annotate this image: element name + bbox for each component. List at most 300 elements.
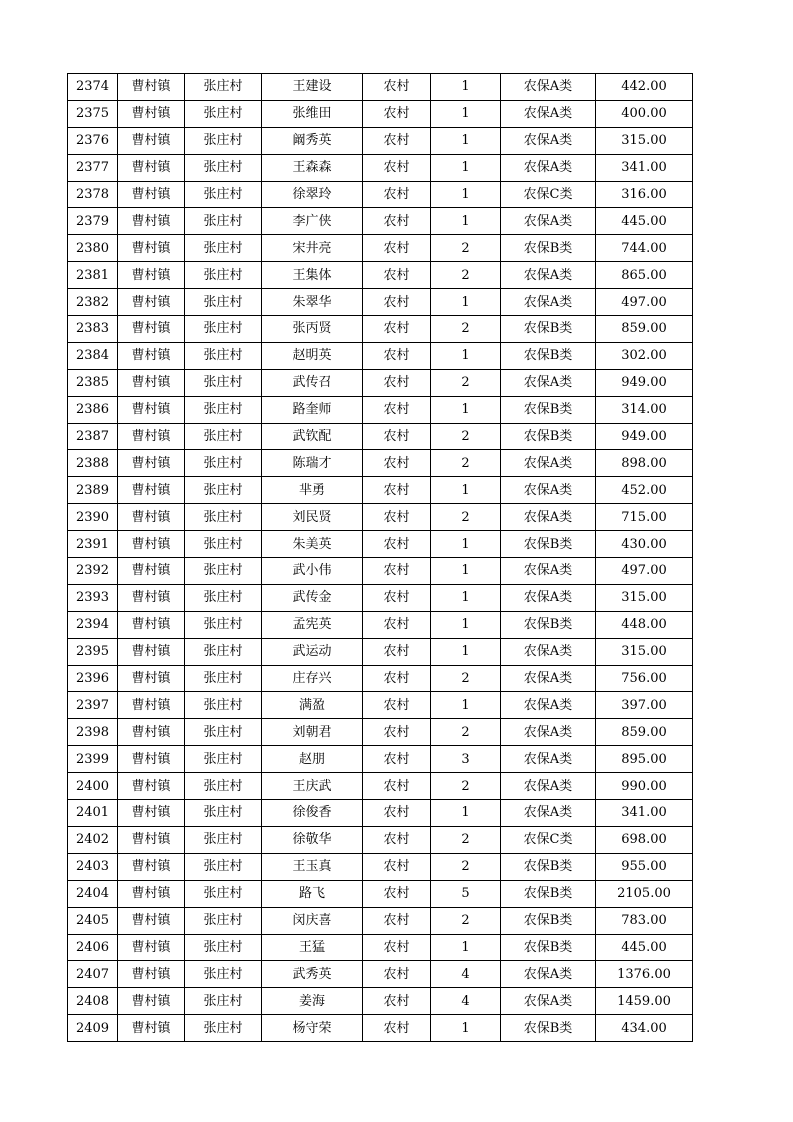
village-cell: 张庄村 (185, 450, 262, 477)
insurance-category-cell: 农保A类 (501, 719, 596, 746)
name-cell: 朱美英 (262, 531, 363, 558)
area-type-cell: 农村 (363, 369, 431, 396)
village-cell: 张庄村 (185, 531, 262, 558)
village-cell: 张庄村 (185, 262, 262, 289)
amount-cell: 448.00 (596, 611, 693, 638)
table-row (68, 127, 693, 154)
insurance-category-cell: 农保A类 (501, 369, 596, 396)
village-cell: 张庄村 (185, 74, 262, 101)
row-number: 2374 (68, 74, 118, 101)
row-number: 2397 (68, 692, 118, 719)
table-row (68, 181, 693, 208)
insurance-category-cell: 农保B类 (501, 853, 596, 880)
amount-cell: 302.00 (596, 342, 693, 369)
town-cell: 曹村镇 (118, 235, 185, 262)
area-type-cell: 农村 (363, 907, 431, 934)
insurance-category-cell: 农保A类 (501, 450, 596, 477)
table-row (68, 1015, 693, 1042)
area-type-cell: 农村 (363, 773, 431, 800)
name-cell: 赵明英 (262, 342, 363, 369)
name-cell: 杨守荣 (262, 1015, 363, 1042)
amount-cell: 442.00 (596, 74, 693, 101)
name-cell: 王猛 (262, 934, 363, 961)
amount-cell: 2105.00 (596, 880, 693, 907)
table-row (68, 342, 693, 369)
household-count-cell: 1 (431, 638, 501, 665)
area-type-cell: 农村 (363, 289, 431, 316)
amount-cell: 452.00 (596, 477, 693, 504)
town-cell: 曹村镇 (118, 907, 185, 934)
amount-cell: 698.00 (596, 826, 693, 853)
insurance-category-cell: 农保A类 (501, 208, 596, 235)
town-cell: 曹村镇 (118, 450, 185, 477)
amount-cell: 895.00 (596, 746, 693, 773)
name-cell: 王森森 (262, 154, 363, 181)
row-number: 2385 (68, 369, 118, 396)
row-number: 2382 (68, 289, 118, 316)
town-cell: 曹村镇 (118, 531, 185, 558)
town-cell: 曹村镇 (118, 800, 185, 827)
table-row (68, 665, 693, 692)
name-cell: 张丙贤 (262, 316, 363, 343)
insurance-category-cell: 农保B类 (501, 907, 596, 934)
village-cell: 张庄村 (185, 719, 262, 746)
village-cell: 张庄村 (185, 369, 262, 396)
row-number: 2383 (68, 316, 118, 343)
insurance-category-cell: 农保A类 (501, 692, 596, 719)
area-type-cell: 农村 (363, 262, 431, 289)
village-cell: 张庄村 (185, 988, 262, 1015)
amount-cell: 315.00 (596, 127, 693, 154)
household-count-cell: 1 (431, 1015, 501, 1042)
name-cell: 徐翠玲 (262, 181, 363, 208)
household-count-cell: 1 (431, 531, 501, 558)
table-row (68, 369, 693, 396)
area-type-cell: 农村 (363, 531, 431, 558)
town-cell: 曹村镇 (118, 369, 185, 396)
amount-cell: 314.00 (596, 396, 693, 423)
area-type-cell: 农村 (363, 154, 431, 181)
table-row (68, 746, 693, 773)
row-number: 2405 (68, 907, 118, 934)
table-row (68, 907, 693, 934)
household-count-cell: 2 (431, 316, 501, 343)
row-number: 2375 (68, 100, 118, 127)
town-cell: 曹村镇 (118, 988, 185, 1015)
village-cell: 张庄村 (185, 342, 262, 369)
area-type-cell: 农村 (363, 665, 431, 692)
name-cell: 王集体 (262, 262, 363, 289)
row-number: 2401 (68, 800, 118, 827)
table-row (68, 531, 693, 558)
beneficiary-table (67, 73, 693, 1042)
household-count-cell: 1 (431, 477, 501, 504)
insurance-category-cell: 农保A类 (501, 773, 596, 800)
town-cell: 曹村镇 (118, 611, 185, 638)
name-cell: 陈瑞才 (262, 450, 363, 477)
household-count-cell: 1 (431, 342, 501, 369)
insurance-category-cell: 农保B类 (501, 934, 596, 961)
table-row (68, 100, 693, 127)
table-row (68, 154, 693, 181)
table-row (68, 262, 693, 289)
village-cell: 张庄村 (185, 907, 262, 934)
insurance-category-cell: 农保A类 (501, 988, 596, 1015)
household-count-cell: 4 (431, 961, 501, 988)
village-cell: 张庄村 (185, 423, 262, 450)
village-cell: 张庄村 (185, 746, 262, 773)
name-cell: 李广侠 (262, 208, 363, 235)
table-row (68, 584, 693, 611)
name-cell: 刘朝君 (262, 719, 363, 746)
table-row (68, 880, 693, 907)
insurance-category-cell: 农保A类 (501, 262, 596, 289)
insurance-category-cell: 农保B类 (501, 316, 596, 343)
area-type-cell: 农村 (363, 342, 431, 369)
amount-cell: 397.00 (596, 692, 693, 719)
amount-cell: 400.00 (596, 100, 693, 127)
name-cell: 徐俊香 (262, 800, 363, 827)
name-cell: 阚秀英 (262, 127, 363, 154)
area-type-cell: 农村 (363, 74, 431, 101)
insurance-category-cell: 农保A类 (501, 504, 596, 531)
village-cell: 张庄村 (185, 665, 262, 692)
insurance-category-cell: 农保B类 (501, 531, 596, 558)
village-cell: 张庄村 (185, 316, 262, 343)
row-number: 2386 (68, 396, 118, 423)
amount-cell: 316.00 (596, 181, 693, 208)
area-type-cell: 农村 (363, 961, 431, 988)
name-cell: 徐敬华 (262, 826, 363, 853)
name-cell: 武传召 (262, 369, 363, 396)
area-type-cell: 农村 (363, 719, 431, 746)
village-cell: 张庄村 (185, 934, 262, 961)
area-type-cell: 农村 (363, 181, 431, 208)
table-row (68, 719, 693, 746)
village-cell: 张庄村 (185, 504, 262, 531)
row-number: 2408 (68, 988, 118, 1015)
town-cell: 曹村镇 (118, 961, 185, 988)
area-type-cell: 农村 (363, 316, 431, 343)
insurance-category-cell: 农保A类 (501, 961, 596, 988)
village-cell: 张庄村 (185, 235, 262, 262)
household-count-cell: 1 (431, 74, 501, 101)
insurance-category-cell: 农保A类 (501, 127, 596, 154)
row-number: 2381 (68, 262, 118, 289)
town-cell: 曹村镇 (118, 154, 185, 181)
town-cell: 曹村镇 (118, 638, 185, 665)
household-count-cell: 2 (431, 907, 501, 934)
insurance-category-cell: 农保A类 (501, 558, 596, 585)
household-count-cell: 2 (431, 719, 501, 746)
town-cell: 曹村镇 (118, 584, 185, 611)
row-number: 2391 (68, 531, 118, 558)
table-row (68, 826, 693, 853)
amount-cell: 315.00 (596, 638, 693, 665)
name-cell: 宋井亮 (262, 235, 363, 262)
insurance-category-cell: 农保B类 (501, 235, 596, 262)
table-row (68, 423, 693, 450)
household-count-cell: 1 (431, 692, 501, 719)
table-row (68, 934, 693, 961)
area-type-cell: 农村 (363, 746, 431, 773)
amount-cell: 783.00 (596, 907, 693, 934)
insurance-category-cell: 农保A类 (501, 746, 596, 773)
village-cell: 张庄村 (185, 477, 262, 504)
table-row (68, 853, 693, 880)
area-type-cell: 农村 (363, 423, 431, 450)
row-number: 2376 (68, 127, 118, 154)
area-type-cell: 农村 (363, 477, 431, 504)
name-cell: 刘民贤 (262, 504, 363, 531)
insurance-category-cell: 农保B类 (501, 423, 596, 450)
table-row (68, 396, 693, 423)
row-number: 2389 (68, 477, 118, 504)
town-cell: 曹村镇 (118, 773, 185, 800)
row-number: 2388 (68, 450, 118, 477)
area-type-cell: 农村 (363, 127, 431, 154)
insurance-category-cell: 农保A类 (501, 638, 596, 665)
household-count-cell: 2 (431, 504, 501, 531)
household-count-cell: 2 (431, 853, 501, 880)
household-count-cell: 2 (431, 369, 501, 396)
insurance-category-cell: 农保A类 (501, 665, 596, 692)
insurance-category-cell: 农保A类 (501, 800, 596, 827)
table-row (68, 800, 693, 827)
insurance-category-cell: 农保B类 (501, 396, 596, 423)
row-number: 2380 (68, 235, 118, 262)
household-count-cell: 1 (431, 181, 501, 208)
village-cell: 张庄村 (185, 181, 262, 208)
amount-cell: 434.00 (596, 1015, 693, 1042)
town-cell: 曹村镇 (118, 826, 185, 853)
row-number: 2403 (68, 853, 118, 880)
row-number: 2406 (68, 934, 118, 961)
village-cell: 张庄村 (185, 853, 262, 880)
table-row (68, 450, 693, 477)
town-cell: 曹村镇 (118, 665, 185, 692)
household-count-cell: 2 (431, 235, 501, 262)
town-cell: 曹村镇 (118, 396, 185, 423)
village-cell: 张庄村 (185, 880, 262, 907)
insurance-category-cell: 农保A类 (501, 584, 596, 611)
row-number: 2379 (68, 208, 118, 235)
area-type-cell: 农村 (363, 558, 431, 585)
name-cell: 芈勇 (262, 477, 363, 504)
household-count-cell: 1 (431, 584, 501, 611)
household-count-cell: 1 (431, 154, 501, 181)
name-cell: 张维田 (262, 100, 363, 127)
village-cell: 张庄村 (185, 289, 262, 316)
row-number: 2387 (68, 423, 118, 450)
village-cell: 张庄村 (185, 396, 262, 423)
name-cell: 赵朋 (262, 746, 363, 773)
row-number: 2390 (68, 504, 118, 531)
amount-cell: 955.00 (596, 853, 693, 880)
amount-cell: 865.00 (596, 262, 693, 289)
name-cell: 朱翠华 (262, 289, 363, 316)
town-cell: 曹村镇 (118, 1015, 185, 1042)
area-type-cell: 农村 (363, 504, 431, 531)
amount-cell: 859.00 (596, 316, 693, 343)
insurance-category-cell: 农保A类 (501, 100, 596, 127)
town-cell: 曹村镇 (118, 208, 185, 235)
insurance-category-cell: 农保B类 (501, 880, 596, 907)
town-cell: 曹村镇 (118, 181, 185, 208)
amount-cell: 744.00 (596, 235, 693, 262)
amount-cell: 497.00 (596, 558, 693, 585)
town-cell: 曹村镇 (118, 692, 185, 719)
town-cell: 曹村镇 (118, 74, 185, 101)
table-row (68, 235, 693, 262)
row-number: 2398 (68, 719, 118, 746)
household-count-cell: 2 (431, 423, 501, 450)
row-number: 2394 (68, 611, 118, 638)
table-row (68, 773, 693, 800)
name-cell: 庄存兴 (262, 665, 363, 692)
row-number: 2384 (68, 342, 118, 369)
table-row (68, 74, 693, 101)
table-row (68, 289, 693, 316)
town-cell: 曹村镇 (118, 262, 185, 289)
household-count-cell: 5 (431, 880, 501, 907)
name-cell: 孟宪英 (262, 611, 363, 638)
name-cell: 路奎师 (262, 396, 363, 423)
town-cell: 曹村镇 (118, 504, 185, 531)
amount-cell: 315.00 (596, 584, 693, 611)
amount-cell: 445.00 (596, 208, 693, 235)
town-cell: 曹村镇 (118, 853, 185, 880)
row-number: 2407 (68, 961, 118, 988)
area-type-cell: 农村 (363, 934, 431, 961)
village-cell: 张庄村 (185, 773, 262, 800)
household-count-cell: 2 (431, 450, 501, 477)
amount-cell: 949.00 (596, 423, 693, 450)
household-count-cell: 1 (431, 800, 501, 827)
row-number: 2378 (68, 181, 118, 208)
household-count-cell: 2 (431, 826, 501, 853)
town-cell: 曹村镇 (118, 477, 185, 504)
amount-cell: 430.00 (596, 531, 693, 558)
insurance-category-cell: 农保C类 (501, 181, 596, 208)
town-cell: 曹村镇 (118, 342, 185, 369)
area-type-cell: 农村 (363, 208, 431, 235)
village-cell: 张庄村 (185, 154, 262, 181)
insurance-category-cell: 农保B类 (501, 342, 596, 369)
row-number: 2396 (68, 665, 118, 692)
area-type-cell: 农村 (363, 100, 431, 127)
household-count-cell: 2 (431, 262, 501, 289)
town-cell: 曹村镇 (118, 100, 185, 127)
row-number: 2409 (68, 1015, 118, 1042)
insurance-category-cell: 农保A类 (501, 154, 596, 181)
household-count-cell: 1 (431, 558, 501, 585)
insurance-category-cell: 农保B类 (501, 1015, 596, 1042)
name-cell: 王建设 (262, 74, 363, 101)
village-cell: 张庄村 (185, 558, 262, 585)
table-row (68, 611, 693, 638)
area-type-cell: 农村 (363, 611, 431, 638)
area-type-cell: 农村 (363, 880, 431, 907)
row-number: 2399 (68, 746, 118, 773)
amount-cell: 756.00 (596, 665, 693, 692)
insurance-category-cell: 农保C类 (501, 826, 596, 853)
town-cell: 曹村镇 (118, 880, 185, 907)
row-number: 2402 (68, 826, 118, 853)
name-cell: 武秀英 (262, 961, 363, 988)
village-cell: 张庄村 (185, 826, 262, 853)
town-cell: 曹村镇 (118, 423, 185, 450)
area-type-cell: 农村 (363, 800, 431, 827)
village-cell: 张庄村 (185, 611, 262, 638)
row-number: 2395 (68, 638, 118, 665)
household-count-cell: 2 (431, 665, 501, 692)
household-count-cell: 4 (431, 988, 501, 1015)
household-count-cell: 1 (431, 611, 501, 638)
area-type-cell: 农村 (363, 396, 431, 423)
table-row (68, 316, 693, 343)
town-cell: 曹村镇 (118, 719, 185, 746)
name-cell: 武钦配 (262, 423, 363, 450)
row-number: 2400 (68, 773, 118, 800)
name-cell: 王玉真 (262, 853, 363, 880)
town-cell: 曹村镇 (118, 558, 185, 585)
row-number: 2392 (68, 558, 118, 585)
village-cell: 张庄村 (185, 100, 262, 127)
village-cell: 张庄村 (185, 800, 262, 827)
name-cell: 武小伟 (262, 558, 363, 585)
amount-cell: 1376.00 (596, 961, 693, 988)
table-row (68, 208, 693, 235)
household-count-cell: 1 (431, 100, 501, 127)
table-row (68, 477, 693, 504)
village-cell: 张庄村 (185, 584, 262, 611)
table-row (68, 558, 693, 585)
amount-cell: 898.00 (596, 450, 693, 477)
area-type-cell: 农村 (363, 826, 431, 853)
household-count-cell: 1 (431, 289, 501, 316)
area-type-cell: 农村 (363, 853, 431, 880)
name-cell: 王庆武 (262, 773, 363, 800)
village-cell: 张庄村 (185, 127, 262, 154)
village-cell: 张庄村 (185, 638, 262, 665)
name-cell: 武传金 (262, 584, 363, 611)
amount-cell: 497.00 (596, 289, 693, 316)
amount-cell: 341.00 (596, 800, 693, 827)
area-type-cell: 农村 (363, 1015, 431, 1042)
town-cell: 曹村镇 (118, 746, 185, 773)
town-cell: 曹村镇 (118, 289, 185, 316)
name-cell: 满盈 (262, 692, 363, 719)
insurance-category-cell: 农保B类 (501, 611, 596, 638)
household-count-cell: 1 (431, 208, 501, 235)
name-cell: 路飞 (262, 880, 363, 907)
village-cell: 张庄村 (185, 961, 262, 988)
household-count-cell: 2 (431, 773, 501, 800)
village-cell: 张庄村 (185, 208, 262, 235)
amount-cell: 990.00 (596, 773, 693, 800)
amount-cell: 1459.00 (596, 988, 693, 1015)
insurance-category-cell: 农保A类 (501, 289, 596, 316)
household-count-cell: 3 (431, 746, 501, 773)
insurance-category-cell: 农保A类 (501, 74, 596, 101)
table-row (68, 692, 693, 719)
name-cell: 闵庆喜 (262, 907, 363, 934)
row-number: 2393 (68, 584, 118, 611)
amount-cell: 949.00 (596, 369, 693, 396)
area-type-cell: 农村 (363, 450, 431, 477)
household-count-cell: 1 (431, 934, 501, 961)
